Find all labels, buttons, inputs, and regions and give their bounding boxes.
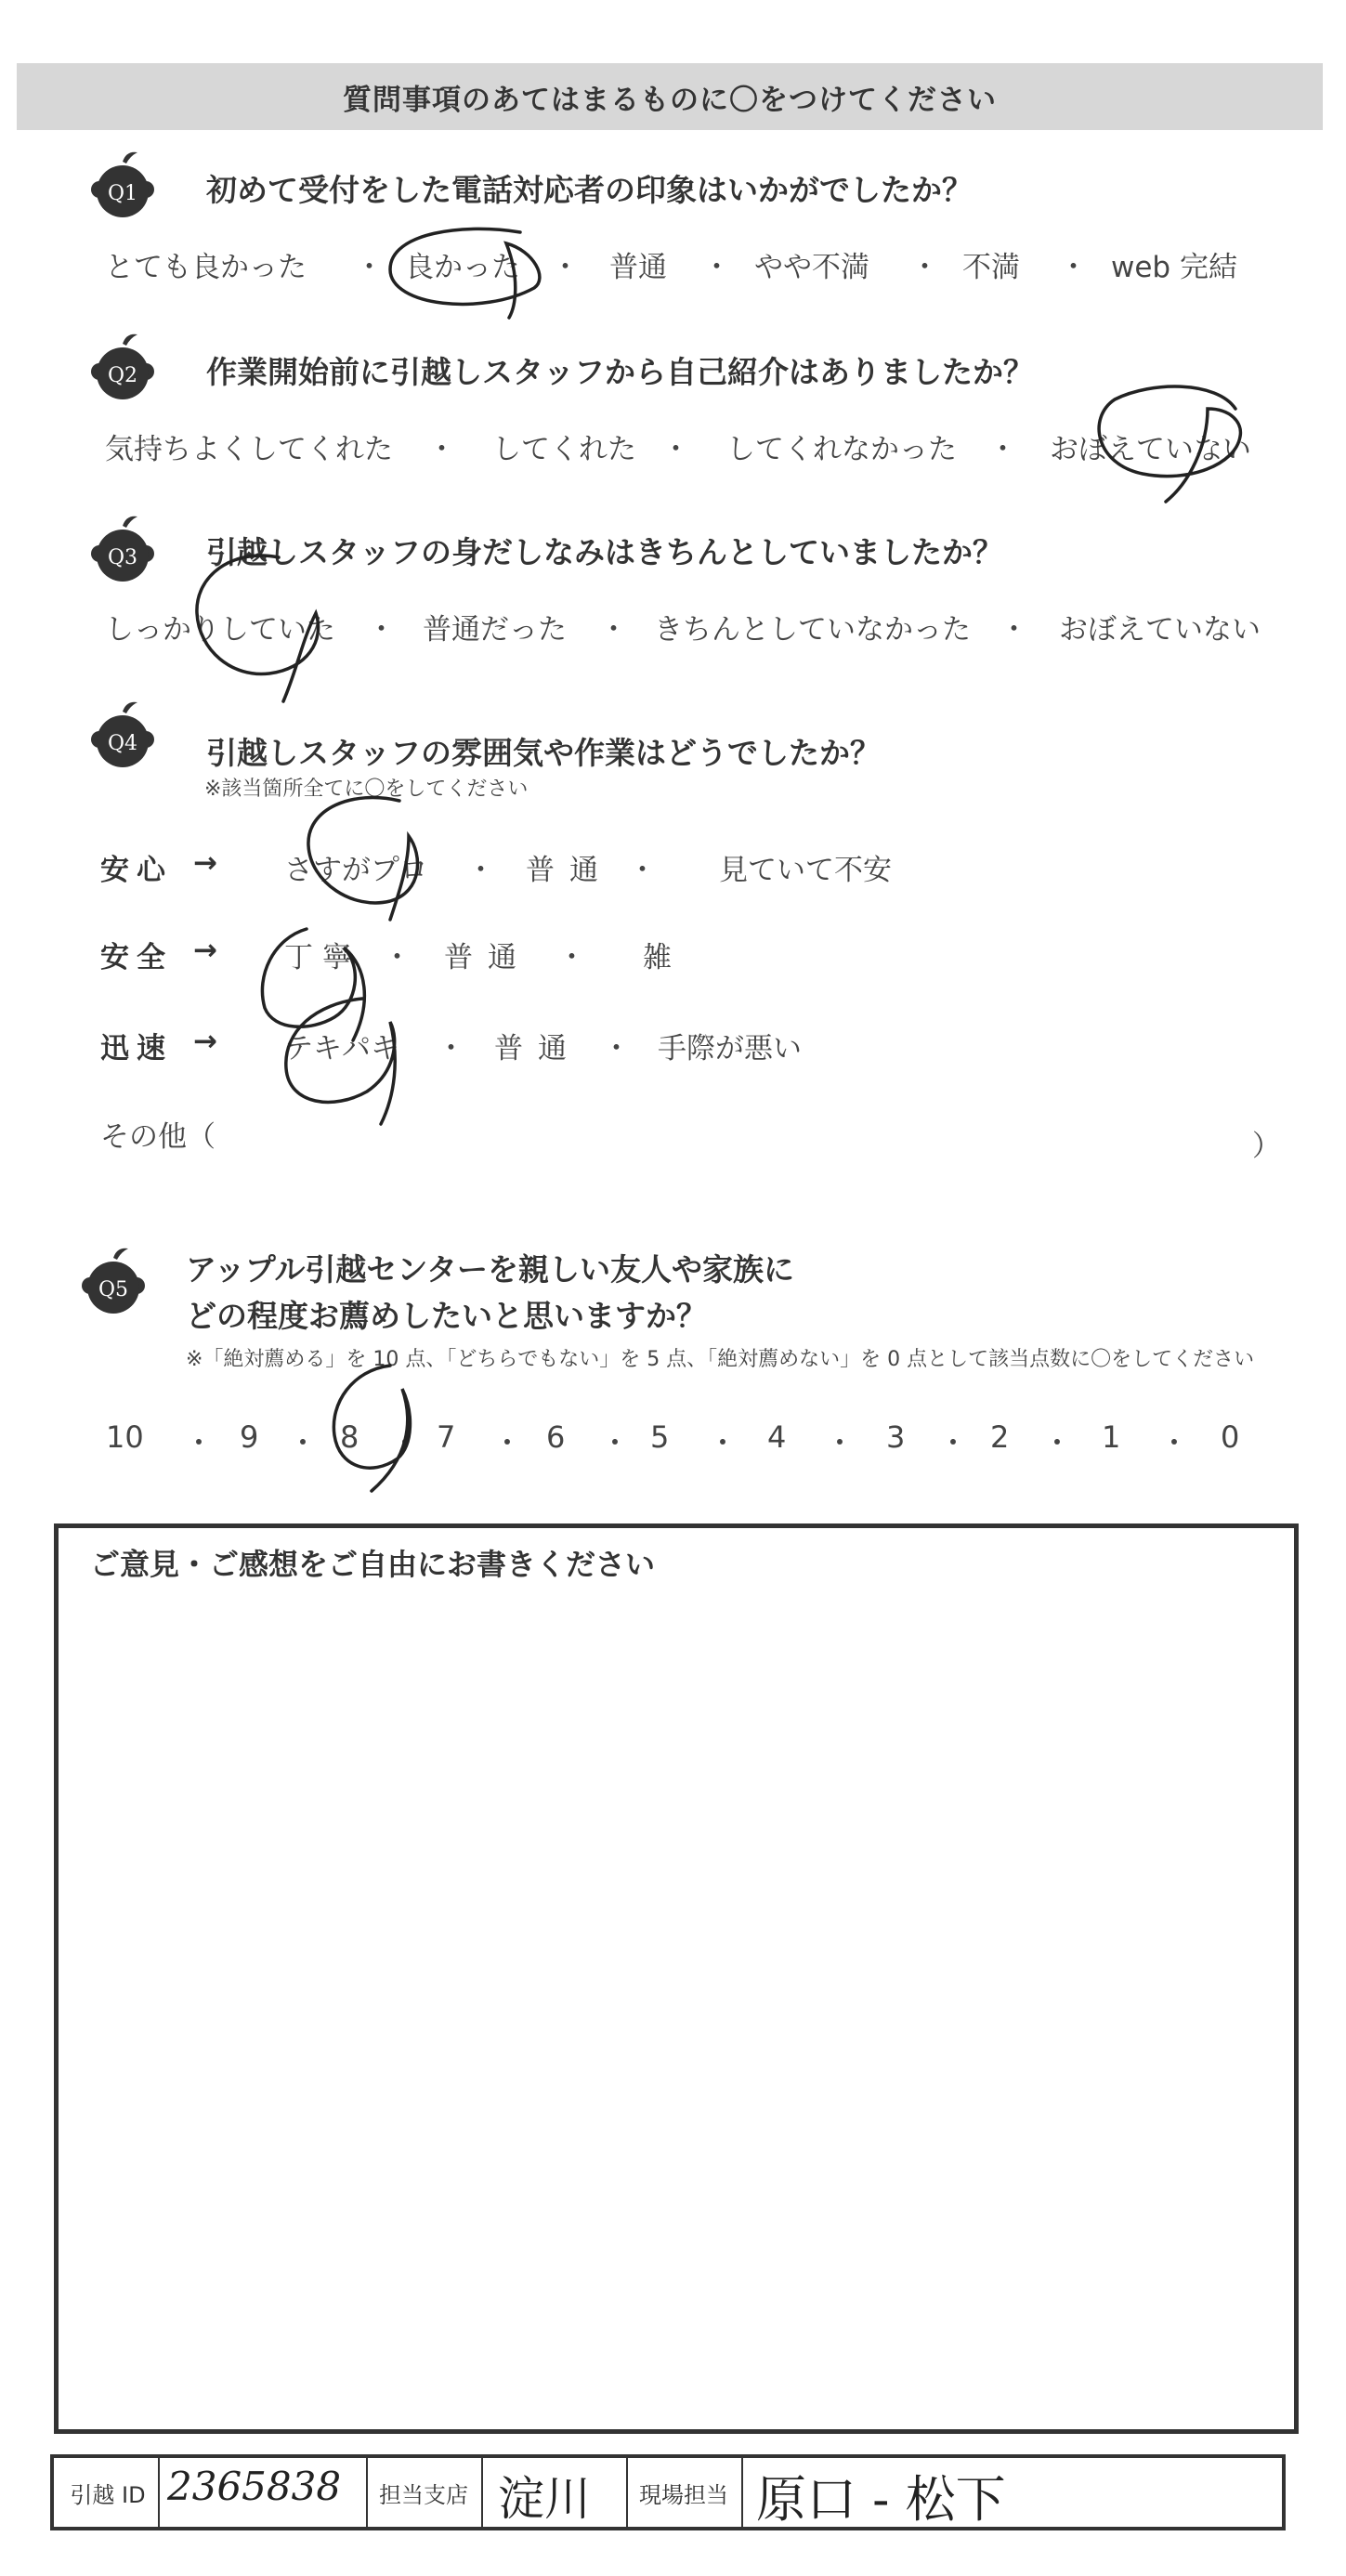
score-10[interactable]: 10 — [106, 1419, 144, 1455]
q1-question: 初めて受付をした電話対応者の印象はいかがでしたか？ — [206, 172, 973, 208]
score-3[interactable]: 3 — [886, 1419, 906, 1455]
q2-options: 気持ちよくしてくれた ・ してくれた ・ してくれなかった ・ おぼえていない — [0, 425, 1346, 470]
q1-badge-icon — [89, 149, 156, 223]
q1-badge-label: Q1 — [107, 182, 138, 205]
score-9[interactable]: 9 — [240, 1419, 259, 1455]
branch-label: 担当支店 — [379, 2481, 468, 2508]
q4-row-1-option-2[interactable]: 普通 — [526, 854, 613, 887]
q4-row-1: さすがプロ ・ 普通 ・ 見ていて不安 — [0, 846, 1346, 891]
arrow-right-icon: → — [193, 846, 217, 880]
q2-option-1[interactable]: 気持ちよくしてくれた — [105, 433, 393, 466]
q2-option-4[interactable]: おぼえていない — [1050, 433, 1251, 466]
q5-note: ※「絶対薦める」を 10 点、「どちらでもない」を 5 点、「絶対薦めない」を 0 点として該当点数に〇をしてください — [186, 1348, 1255, 1371]
move-id-value: 2365838 — [167, 2464, 342, 2509]
q4-row-3-option-1[interactable]: テキパキ — [284, 1032, 399, 1066]
staff-label: 現場担当 — [639, 2481, 728, 2508]
q3-option-2[interactable]: 普通だった — [423, 613, 567, 647]
score-1[interactable]: 1 — [1102, 1419, 1121, 1455]
q4-row-2-label: 安全 — [100, 941, 173, 974]
score-2[interactable]: 2 — [990, 1419, 1010, 1455]
q4-badge-label: Q4 — [107, 732, 138, 755]
q1-option-5[interactable]: 不満 — [962, 251, 1020, 284]
comment-title: ご意見・ご感想をご自由にお書きください — [90, 1547, 656, 1582]
q3-option-3[interactable]: きちんとしていなかった — [654, 613, 971, 647]
score-6[interactable]: 6 — [546, 1419, 566, 1455]
q4-row-1-option-1[interactable]: さすがプロ — [284, 854, 428, 887]
q1-option-2[interactable]: 良かった — [405, 251, 520, 284]
score-5[interactable]: 5 — [650, 1419, 670, 1455]
q4-other-close: ） — [1252, 1130, 1281, 1163]
q3-badge-label: Q3 — [107, 546, 138, 569]
q4-row-2-option-3[interactable]: 雑 — [643, 941, 672, 974]
q4-row-2: 丁寧 ・ 普通 ・ 雑 — [0, 934, 1346, 978]
q3-option-4[interactable]: おぼえていない — [1059, 613, 1261, 647]
q4-row-2-option-2[interactable]: 普通 — [444, 941, 531, 974]
q1-option-4[interactable]: やや不満 — [754, 251, 869, 284]
q1-option-3[interactable]: 普通 — [609, 251, 667, 284]
survey-header: 質問事項のあてはまるものに〇をつけてください — [17, 63, 1323, 130]
q3-badge-icon — [89, 513, 156, 587]
q4-note: ※該当箇所全てに〇をしてください — [204, 778, 529, 801]
comment-box[interactable] — [54, 1523, 1299, 2434]
q5-badge-icon — [80, 1245, 147, 1319]
q5-scores: 10 ・ 9 ・ 8 ・ 7 ・ 6 ・ 5 ・ 4 ・ 3 ・ 2 ・ 1 ・ 0 — [106, 1419, 1240, 1460]
q4-other-label: その他（ — [100, 1120, 216, 1154]
q2-option-2[interactable]: してくれた — [492, 433, 636, 466]
q3-option-1[interactable]: しっかりしていた — [105, 613, 335, 647]
score-7[interactable]: 7 — [437, 1419, 456, 1455]
q4-row-3-option-3[interactable]: 手際が悪い — [658, 1032, 802, 1066]
score-4[interactable]: 4 — [767, 1419, 787, 1455]
q4-row-1-option-3[interactable]: 見ていて不安 — [719, 854, 892, 887]
arrow-right-icon: → — [193, 934, 217, 967]
q2-badge-label: Q2 — [107, 364, 138, 387]
q1-option-1[interactable]: とても良かった — [105, 251, 307, 284]
q5-badge-label: Q5 — [98, 1278, 129, 1301]
q4-question: 引越しスタッフの雰囲気や作業はどうでしたか？ — [206, 735, 881, 771]
staff-value: 原口 ‐ 松下 — [756, 2470, 1006, 2529]
q2-option-3[interactable]: してくれなかった — [726, 433, 957, 466]
score-0[interactable]: 0 — [1221, 1419, 1240, 1455]
arrow-right-icon: → — [193, 1025, 217, 1058]
score-8[interactable]: 8 — [340, 1419, 359, 1455]
q3-options: しっかりしていた ・ 普通だった ・ きちんとしていなかった ・ おぼえていない — [0, 606, 1346, 650]
q3-question: 引越しスタッフの身だしなみはきちんとしていましたか？ — [206, 534, 1003, 570]
branch-value: 淀川 — [498, 2472, 591, 2526]
q4-row-1-label: 安心 — [100, 854, 173, 887]
q2-badge-icon — [89, 331, 156, 405]
q1-options: とても良かった ・ 良かった ・ 普通 ・ やや不満 ・ 不満 ・ web 完結 — [0, 243, 1346, 288]
q5-question-line-1: アップル引越センターを親しい友人や家族に — [186, 1251, 795, 1288]
id-bar — [50, 2454, 1286, 2530]
move-id-label: 引越 ID — [70, 2481, 146, 2508]
q4-row-3-label: 迅速 — [100, 1032, 173, 1066]
q4-row-3: テキパキ ・ 普通 ・ 手際が悪い — [0, 1025, 1346, 1069]
q5-question-line-2: どの程度お薦めしたいと思いますか？ — [186, 1298, 707, 1334]
q1-option-6[interactable]: web 完結 — [1111, 251, 1237, 284]
q4-row-3-option-2[interactable]: 普通 — [494, 1032, 582, 1066]
q4-row-2-option-1[interactable]: 丁寧 — [284, 941, 360, 974]
q4-badge-icon — [89, 699, 156, 773]
q2-question: 作業開始前に引越しスタッフから自己紹介はありましたか？ — [206, 354, 1034, 390]
